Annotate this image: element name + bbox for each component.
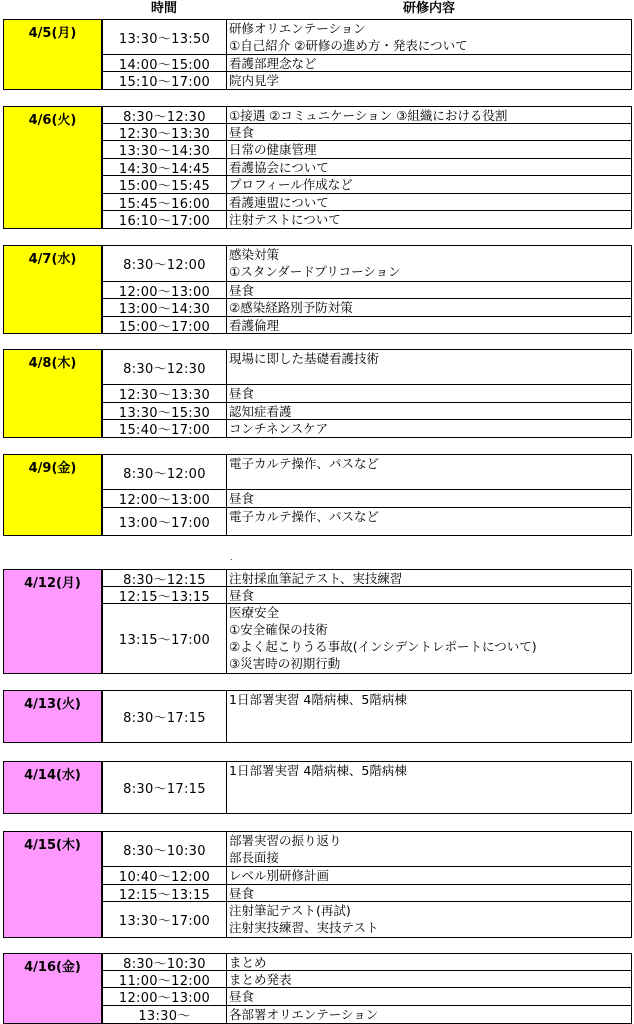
- time-cell: 8:30～10:30: [103, 954, 227, 970]
- content-cell: [227, 159, 631, 175]
- day-label: 4/13(火): [3, 690, 102, 743]
- content-line: 感染対策: [229, 247, 280, 262]
- content-line: コンチネンスケア: [229, 421, 329, 436]
- content-line: 看護倫理: [229, 318, 280, 333]
- time-cell: 11:00～12:00: [103, 971, 227, 987]
- content-cell: [227, 988, 631, 1005]
- schedule-row: [102, 106, 632, 124]
- content-line: 医療安全: [229, 605, 280, 620]
- time-cell: 12:15～13:15: [103, 587, 227, 603]
- time-cell: 15:40～17:00: [103, 420, 227, 437]
- content-line: 1日部署実習 4階病棟、5階病棟: [229, 692, 407, 707]
- day-block: [3, 953, 632, 1024]
- schedule-row: [102, 419, 632, 438]
- day-label: 4/7(水): [3, 245, 102, 334]
- schedule-row: [102, 281, 632, 299]
- content-line: 注射実技練習、実技テスト: [229, 920, 379, 935]
- day-block: [3, 454, 632, 536]
- time-cell: 15:45～16:00: [103, 194, 227, 210]
- content-cell: [227, 403, 631, 419]
- content-cell: [227, 211, 631, 228]
- time-cell: 12:00～13:00: [103, 282, 227, 298]
- content-cell: [227, 299, 631, 316]
- content-line: 1日部署実習 4階病棟、5階病棟: [229, 763, 407, 778]
- content-cell: [227, 72, 631, 89]
- content-line: 看護協会について: [229, 160, 329, 175]
- content-line: 注射筆記テスト(再試): [229, 903, 351, 918]
- time-cell: 13:00～14:30: [103, 299, 227, 316]
- content-line: 研修オリエンテーション: [229, 21, 366, 36]
- content-cell: [227, 867, 631, 884]
- time-cell: 13:00～17:00: [103, 508, 227, 535]
- content-cell: [227, 885, 631, 901]
- schedule-row: [102, 54, 632, 72]
- schedule-row: [102, 140, 632, 159]
- content-line: 現場に即した基礎看護技術: [229, 351, 380, 366]
- time-cell: 8:30～12:00: [103, 455, 227, 489]
- time-cell: 13:30～: [103, 1006, 227, 1023]
- content-line: 部長面接: [229, 850, 280, 865]
- content-cell: [227, 385, 631, 402]
- content-line: 注射採血筆記テスト、実技練習: [229, 571, 403, 586]
- schedule-row: [102, 298, 632, 317]
- content-cell: [227, 350, 631, 384]
- day-block: [3, 349, 632, 438]
- content-cell: [227, 194, 631, 210]
- schedule-row: [102, 690, 632, 743]
- time-cell: 12:30～13:30: [103, 124, 227, 140]
- time-cell: 14:30～14:45: [103, 159, 227, 175]
- content-cell: [227, 124, 631, 140]
- time-cell: 8:30～17:15: [103, 762, 227, 813]
- content-line: ①スタンダードプリコーション: [229, 264, 401, 279]
- content-line: 昼食: [229, 283, 255, 298]
- content-line: 日常の健康管理: [229, 142, 317, 157]
- content-cell: [227, 587, 631, 603]
- schedule-row: [102, 603, 632, 674]
- time-cell: 12:30～13:30: [103, 385, 227, 402]
- schedule-row: [102, 831, 632, 867]
- content-line: 電子カルテ操作、パスなど: [229, 509, 380, 524]
- schedule-row: [102, 349, 632, 385]
- content-cell: [227, 55, 631, 71]
- content-cell: [227, 141, 631, 158]
- schedule-row: [102, 316, 632, 334]
- content-line: まとめ: [229, 955, 267, 970]
- time-cell: 12:00～13:00: [103, 988, 227, 1005]
- content-line: 昼食: [229, 989, 255, 1004]
- content-line: 注射テストについて: [229, 212, 341, 227]
- schedule-row: [102, 987, 632, 1006]
- schedule-row: [102, 19, 632, 55]
- content-cell: [227, 282, 631, 298]
- content-cell: [227, 317, 631, 333]
- time-cell: 15:00～17:00: [103, 317, 227, 333]
- schedule-row: [102, 970, 632, 988]
- time-cell: 10:40～12:00: [103, 867, 227, 884]
- time-cell: 13:15～17:00: [103, 604, 227, 673]
- schedule-row: [102, 158, 632, 176]
- content-cell: [227, 420, 631, 437]
- day-block: [3, 761, 632, 814]
- header-time: 時間: [150, 1, 177, 16]
- time-cell: 13:30～14:30: [103, 141, 227, 158]
- day-block: [3, 19, 632, 90]
- time-cell: 14:00～15:00: [103, 55, 227, 71]
- schedule-row: [102, 586, 632, 604]
- schedule-row: [102, 402, 632, 420]
- time-cell: 12:00～13:00: [103, 490, 227, 507]
- content-cell: [227, 107, 631, 123]
- content-line: ①接遇 ②コミュニケーション ③組織における役割: [229, 108, 508, 123]
- content-line: 院内見学: [229, 73, 280, 88]
- day-label: 4/8(木): [3, 349, 102, 438]
- content-line: 昼食: [229, 588, 255, 603]
- content-cell: [227, 832, 631, 866]
- content-cell: [227, 691, 631, 742]
- content-cell: [227, 1006, 631, 1023]
- content-line: 電子カルテ操作、パスなど: [229, 456, 380, 471]
- content-line: 認知症看護: [229, 404, 292, 419]
- content-line: 部署実習の振り返り: [229, 833, 342, 848]
- time-cell: 15:00～15:45: [103, 176, 227, 193]
- content-line: まとめ発表: [229, 972, 292, 987]
- content-cell: [227, 902, 631, 937]
- schedule-row: [102, 210, 632, 229]
- time-cell: 8:30～10:30: [103, 832, 227, 866]
- content-cell: [227, 604, 631, 673]
- content-line: 看護連盟について: [229, 195, 329, 210]
- content-cell: [227, 971, 631, 987]
- content-line: 昼食: [229, 125, 255, 140]
- content-line: ③災害時の初期行動: [229, 656, 341, 671]
- content-cell: [227, 176, 631, 193]
- content-line: 看護部理念など: [229, 56, 317, 71]
- content-cell: [227, 246, 631, 281]
- content-cell: [227, 508, 631, 535]
- time-cell: 8:30～17:15: [103, 691, 227, 742]
- header-content: 研修内容: [402, 1, 455, 16]
- schedule-row: [102, 761, 632, 814]
- schedule-row: [102, 569, 632, 587]
- schedule-row: [102, 245, 632, 282]
- day-label: 4/15(木): [3, 831, 102, 938]
- time-cell: 13:30～13:50: [103, 20, 227, 54]
- stray-dot: .: [230, 553, 233, 562]
- day-label: 4/16(金): [3, 953, 102, 1024]
- schedule-row: [102, 123, 632, 141]
- day-label: 4/5(月): [3, 19, 102, 90]
- content-cell: [227, 570, 631, 586]
- content-cell: [227, 762, 631, 813]
- schedule-row: [102, 884, 632, 902]
- schedule-row: [102, 384, 632, 403]
- time-cell: 13:30～15:30: [103, 403, 227, 419]
- content-cell: [227, 490, 631, 507]
- time-cell: 16:10～17:00: [103, 211, 227, 228]
- schedule-row: [102, 953, 632, 971]
- schedule-row: [102, 507, 632, 536]
- content-line: 昼食: [229, 386, 255, 401]
- content-line: 各部署オリエンテーション: [229, 1007, 379, 1022]
- content-line: レベル別研修計画: [229, 868, 330, 883]
- day-label: 4/9(金): [3, 454, 102, 536]
- content-line: ②よく起こりうる事故(インシデントレポートについて): [229, 639, 537, 654]
- content-line: 昼食: [229, 886, 255, 901]
- schedule-row: [102, 1005, 632, 1024]
- schedule-row: [102, 454, 632, 490]
- schedule-row: [102, 901, 632, 938]
- schedule-row: [102, 193, 632, 211]
- time-cell: 12:15～13:15: [103, 885, 227, 901]
- time-cell: 15:10～17:00: [103, 72, 227, 89]
- content-line: 昼食: [229, 491, 255, 506]
- time-cell: 8:30～12:30: [103, 350, 227, 384]
- day-block: [3, 106, 632, 229]
- time-cell: 13:30～17:00: [103, 902, 227, 937]
- day-block: [3, 245, 632, 334]
- day-block: [3, 831, 632, 938]
- schedule-row: [102, 866, 632, 885]
- content-cell: [227, 455, 631, 489]
- schedule-row: [102, 71, 632, 90]
- day-label: 4/14(水): [3, 761, 102, 814]
- content-cell: [227, 20, 631, 54]
- day-label: 4/12(月): [3, 569, 102, 674]
- content-line: ②感染経路別予防対策: [229, 300, 353, 315]
- content-cell: [227, 954, 631, 970]
- time-cell: 8:30～12:15: [103, 570, 227, 586]
- schedule-row: [102, 489, 632, 508]
- content-line: ①安全確保の技術: [229, 622, 328, 637]
- content-line: ①自己紹介 ②研修の進め方・発表について: [229, 38, 468, 53]
- time-cell: 8:30～12:00: [103, 246, 227, 281]
- day-label: 4/6(火): [3, 106, 102, 229]
- time-cell: 8:30～12:30: [103, 107, 227, 123]
- day-block: [3, 690, 632, 743]
- content-line: プロフィール作成など: [229, 177, 353, 192]
- table-header: [102, 0, 632, 18]
- day-block: [3, 569, 632, 674]
- schedule-row: [102, 175, 632, 194]
